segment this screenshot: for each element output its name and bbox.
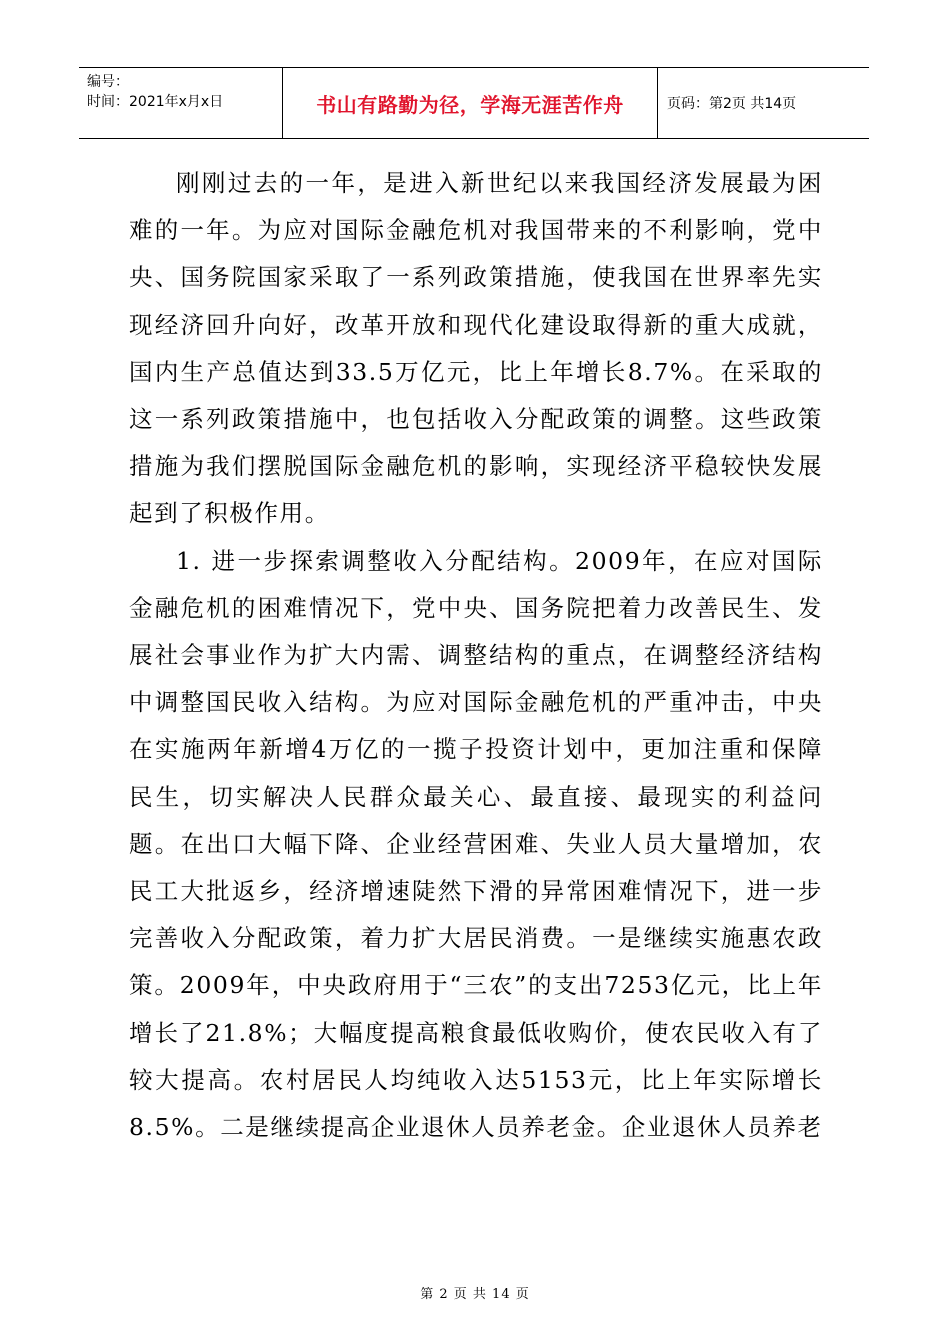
header-meta [87, 72, 279, 112]
header-motto: 书山有路勤为径，学海无涯苦作舟 [316, 92, 624, 117]
page-footer: 第 2 页 共 14 页 [420, 1287, 530, 1302]
header-divider [657, 68, 658, 138]
document-date-label: 时间：2021年x月x日 [87, 94, 224, 110]
body-paragraph: 刚刚过去的一年，是进入新世纪以来我国经济发展最为困难的一年。为应对国际金融危机对我国带来的不利影响，党中央、国务院国家采取了一系列政策措施，使我国在世界率先实现经济回升向好，改革开放和现代化建设取得新的重大成就，国内生产总值达到33.5万亿元，比上年增长8.7%。在采取的这一系列政策措施中，也包括收入分配政策的调整。这些政策措施为我们摆脱国际金融危机的影响，实现经济平稳较快发展起到了积极作用。 [129, 169, 823, 528]
document-header [79, 67, 869, 139]
header-page-label: 页码：第2页 共14页 [667, 96, 797, 112]
document-body [129, 160, 823, 1151]
body-paragraph: 1. 进一步探索调整收入分配结构。2009年，在应对国际金融危机的困难情况下，党中央、国务院把着力改善民生、发展社会事业作为扩大内需、调整结构的重点，在调整经济结构中调整国民收入结构。为应对国际金融危机的严重冲击，中央在实施两年新增4万亿的一揽子投资计划中，更加注重和保障民生，切实解决人民群众最关心、最直接、最现实的利益问题。在出口大幅下降、企业经营困难、失业人员大量增加，农民工大批返乡，经济增速陡然下滑的异常困难情况下，进一步完善收入分配政策，着力扩大居民消费。一是继续实施惠农政策。2009年，中央政府用于“三农”的支出7253亿元，比上年增长了21.8%；大幅度提高粮食最低收购价，使农民收入有了较大提高。农村居民人均纯收入达5153元，比上年实际增长8.5%。二是继续提高企业退休人员养老金。企业退休人员养老 [129, 546, 823, 1142]
document-number-label: 编号： [87, 74, 129, 90]
